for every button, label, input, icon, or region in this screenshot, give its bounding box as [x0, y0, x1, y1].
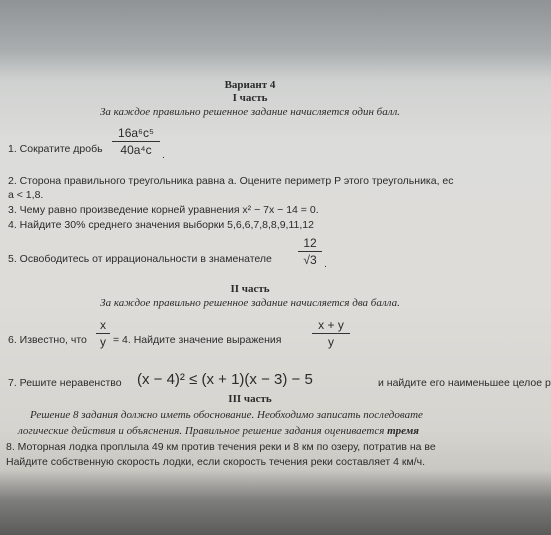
task7-formula: (x − 4)² ≤ (x + 1)(x − 3) − 5: [137, 371, 313, 388]
task1-fraction: [112, 126, 160, 157]
task5-period: .: [324, 258, 327, 270]
task1-text: 1. Сократите дробь: [8, 143, 103, 155]
part3-note2: [18, 425, 419, 437]
task6-fraction: [96, 318, 110, 349]
task1-denominator: 40a⁴c: [120, 143, 152, 157]
part3-note2-bold: тремя: [387, 425, 419, 437]
variant-title: Вариант 4: [224, 79, 276, 91]
task6-expr-den: y: [328, 335, 334, 349]
task8-line2: Найдите собственную скорость лодки, если скорость течения реки составляет 4 км/ч.: [6, 456, 426, 468]
part2-title: II часть: [230, 283, 270, 295]
task5-fraction: [298, 236, 322, 267]
task6-expr-num: x + y: [318, 318, 344, 332]
task6-text-a: 6. Известно, что: [8, 334, 87, 346]
task7-text: 7. Решите неравенство: [8, 377, 122, 389]
task2-text: 2. Сторона правильного треугольника равна a. Оцените периметр P этого треугольника, ес: [8, 175, 454, 187]
task8-line1: 8. Моторная лодка проплыла 49 км против течения реки и 8 км по озеру, потратив на ве: [6, 441, 436, 453]
part2-note: За каждое правильно решенное задание начисляется два балла.: [100, 297, 400, 309]
task6-frac-den: y: [100, 335, 106, 349]
task7-text-b: и найдите его наименьшее целое р: [378, 377, 551, 389]
task5-denominator: √3: [303, 253, 317, 267]
task3-text: 3. Чему равно произведение корней уравнения x² − 7x − 14 = 0.: [8, 204, 319, 216]
task4-text: 4. Найдите 30% среднего значения выборки 5,6,6,7,8,8,9,11,12: [8, 219, 314, 231]
task6-text-b: = 4. Найдите значение выражения: [113, 334, 282, 346]
task5-numerator: 12: [303, 236, 317, 250]
task2-continuation: a < 1,8.: [8, 189, 44, 201]
part3-note2-text: логические действия и объяснения. Правильное решение задания оценивается: [18, 425, 385, 437]
part1-note: За каждое правильно решенное задание начисляется один балл.: [99, 106, 401, 118]
task1-period: .: [162, 149, 165, 161]
task6-frac-num: x: [100, 318, 106, 332]
task5-text: 5. Освободитесь от иррациональности в знаменателе: [8, 253, 272, 265]
task1-numerator: 16a⁶c⁵: [118, 126, 154, 140]
part1-title: I часть: [232, 92, 268, 104]
task6-expression: [312, 318, 350, 349]
part3-note1: Решение 8 задания должно иметь обоснование. Необходимо записать последовате: [30, 409, 423, 421]
part3-title: III часть: [228, 393, 272, 405]
